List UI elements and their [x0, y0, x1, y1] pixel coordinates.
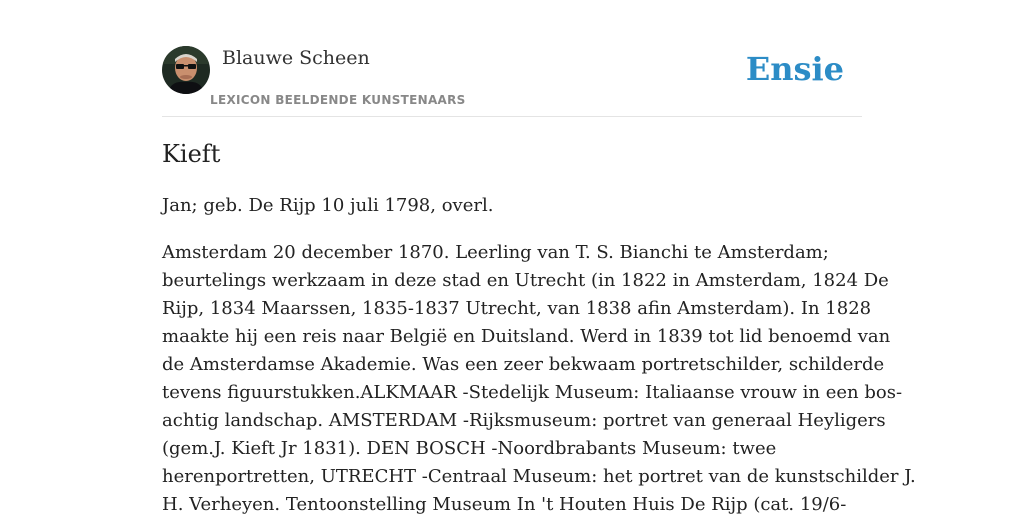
avatar[interactable]	[162, 46, 210, 94]
header	[162, 0, 862, 117]
paragraph-line: beurtelings werkzaam in deze stad en Utrecht (in 1822 in Amsterdam, 1824 De	[162, 270, 889, 291]
collection-label[interactable]: LEXICON BEELDENDE KUNSTENAARS	[210, 93, 466, 107]
paragraph-line: herenportretten, UTRECHT -Centraal Museum: het portret van de kunstschilder J.	[162, 466, 916, 487]
article-paragraph-1: Jan; geb. De Rijp 10 juli 1798, overl.	[162, 195, 494, 216]
paragraph-line: maakte hij een reis naar België en Duitsland. Werd in 1839 tot lid benoemd van	[162, 326, 891, 347]
site-logo[interactable]: Ensie	[745, 50, 844, 88]
author-name[interactable]: Blauwe Scheen	[222, 47, 370, 69]
page	[162, 0, 916, 515]
avatar-image	[162, 46, 210, 94]
article-paragraph-2	[162, 239, 916, 519]
paragraph-line: achtig landschap. AMSTERDAM -Rijksmuseum: portret van generaal Heyligers	[162, 410, 886, 431]
paragraph-line: (gem.J. Kieft Jr 1831). DEN BOSCH -Noordbrabants Museum: twee	[162, 438, 777, 459]
paragraph-line: Rijp, 1834 Maarssen, 1835-1837 Utrecht, van 1838 afin Amsterdam). In 1828	[162, 298, 872, 319]
paragraph-line: Amsterdam 20 december 1870. Leerling van T. S. Bianchi te Amsterdam;	[162, 242, 829, 263]
article-title: Kieft	[162, 140, 221, 168]
paragraph-line: tevens figuurstukken.ALKMAAR -Stedelijk Museum: Italiaanse vrouw in een bos-	[162, 382, 903, 403]
paragraph-line: de Amsterdamse Akademie. Was een zeer bekwaam portretschilder, schilderde	[162, 354, 885, 375]
paragraph-line: H. Verheyen. Tentoonstelling Museum In 't Houten Huis De Rijp (cat. 19/6-	[162, 494, 847, 515]
